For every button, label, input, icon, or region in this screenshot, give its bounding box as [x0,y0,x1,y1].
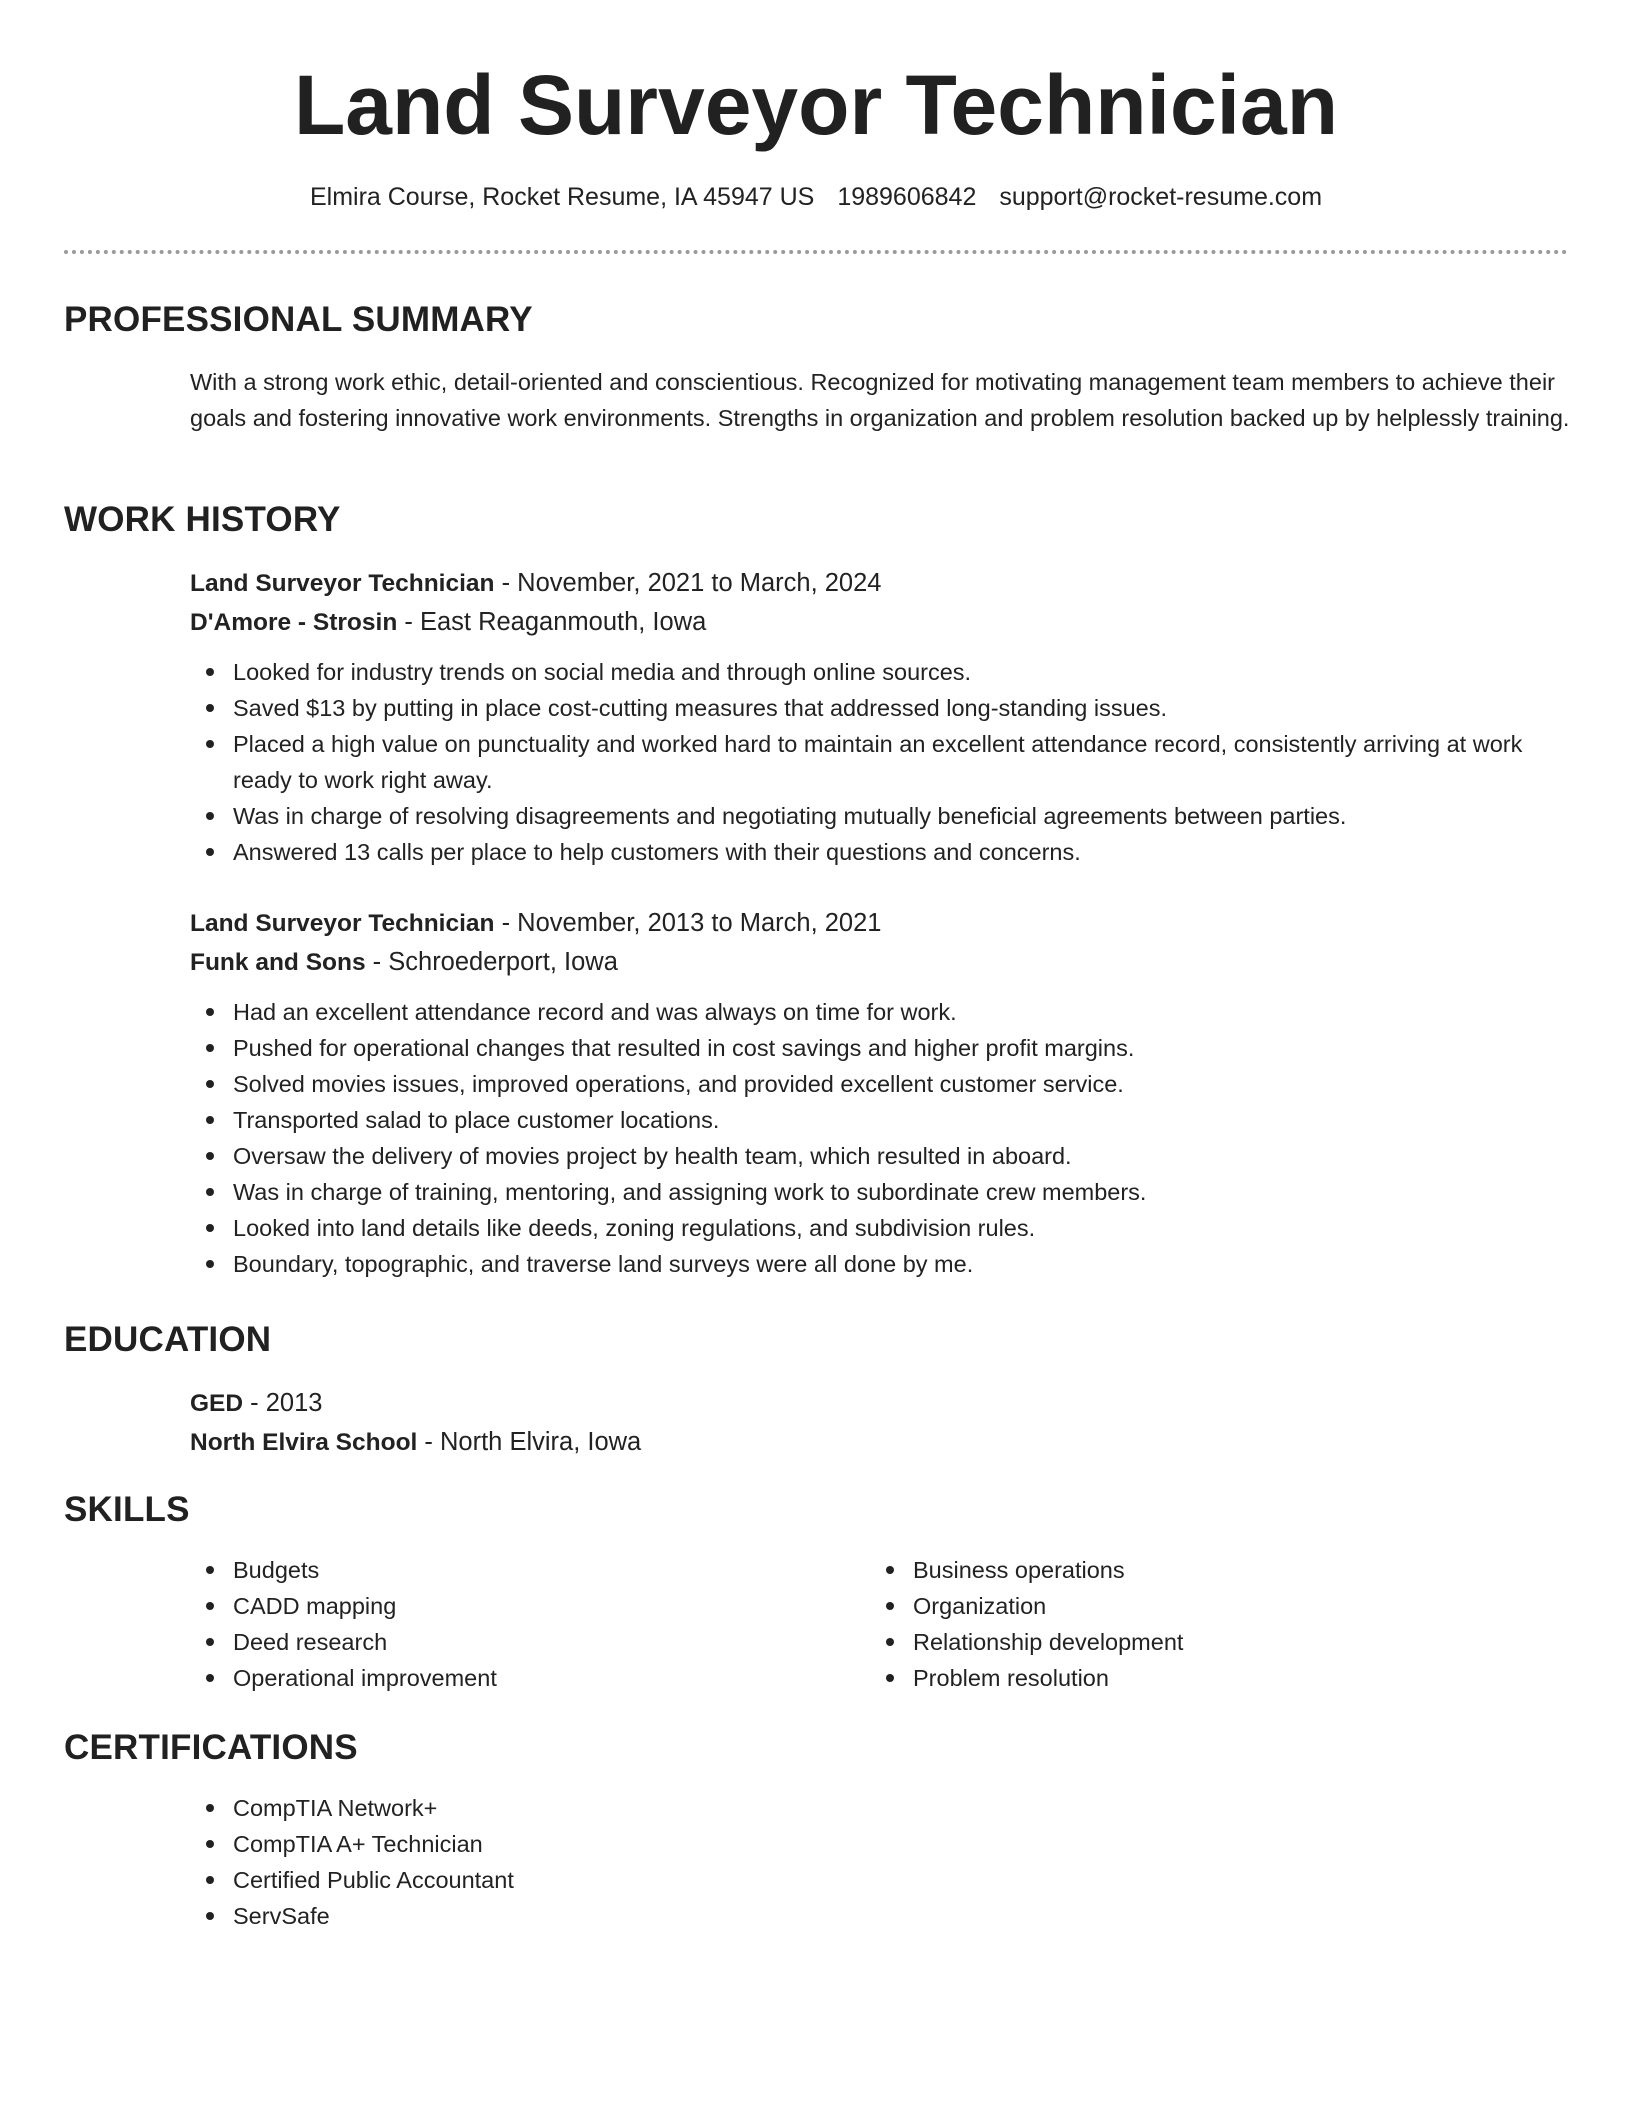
job-company: D'Amore - Strosin [190,609,398,636]
job-entry [190,564,1570,870]
skills-column-left [190,1552,870,1696]
list-item: CADD mapping [233,1588,870,1624]
list-item: Problem resolution [913,1660,1550,1696]
list-item: Budgets [233,1552,870,1588]
contact-phone: 1989606842 [837,183,977,211]
skills-list [190,1552,870,1696]
list-item: CompTIA Network+ [233,1790,1570,1826]
job-bullets [190,994,1570,1282]
certifications-list [190,1790,1570,1934]
list-item: ServSafe [233,1898,1570,1934]
list-item: Organization [913,1588,1550,1624]
job-title-line [190,904,1570,943]
list-item: Boundary, topographic, and traverse land surveys were all done by me. [233,1246,1570,1282]
list-item: Had an excellent attendance record and was always on time for work. [233,994,1570,1030]
list-item: Answered 13 calls per place to help customers with their questions and concerns. [233,834,1570,870]
education-year: - 2013 [243,1389,323,1417]
contact-email: support@rocket-resume.com [999,183,1323,211]
skills-list [870,1552,1550,1696]
education-location: - North Elvira, Iowa [417,1428,642,1456]
summary-block [190,364,1570,436]
job-title: Land Surveyor Technician [190,910,495,937]
summary-text: With a strong work ethic, detail-oriented and conscientious. Recognized for motivating management team members to achieve their goals and fostering innovative work environments. Strengths in organization and problem resolution backed up by helplessly training. [190,369,1570,431]
job-dates: - November, 2013 to March, 2021 [494,909,882,937]
list-item: Was in charge of training, mentoring, and assigning work to subordinate crew members. [233,1174,1570,1210]
certifications-block [190,1790,1570,1934]
list-item: Certified Public Accountant [233,1862,1570,1898]
list-item: Looked into land details like deeds, zoning regulations, and subdivision rules. [233,1210,1570,1246]
education-degree: GED [190,1390,244,1417]
job-company-line [190,603,1570,642]
job-dates: - November, 2021 to March, 2024 [494,569,882,597]
section-title-skills: SKILLS [64,1490,190,1529]
education-block [190,1384,1570,1462]
list-item: Looked for industry trends on social media and through online sources. [233,654,1570,690]
section-title-summary: PROFESSIONAL SUMMARY [64,300,533,339]
job-company: Funk and Sons [190,949,366,976]
list-item: Placed a high value on punctuality and worked hard to maintain an excellent attendance record, consistently arriving at work ready to work right away. [233,726,1570,798]
list-item: Solved movies issues, improved operations, and provided excellent customer service. [233,1066,1570,1102]
list-item: Transported salad to place customer locations. [233,1102,1570,1138]
job-bullets [190,654,1570,870]
job-location: - East Reaganmouth, Iowa [397,608,707,636]
list-item: Business operations [913,1552,1550,1588]
education-school: North Elvira School [190,1429,418,1456]
job-entry [190,904,1570,1282]
section-title-education: EDUCATION [64,1320,272,1359]
contact-line [0,180,1632,214]
job-company-line [190,943,1570,982]
job-title-line [190,564,1570,603]
list-item: Relationship development [913,1624,1550,1660]
job-title: Land Surveyor Technician [190,570,495,597]
list-item: Deed research [233,1624,870,1660]
header-divider [64,250,1568,254]
education-degree-line [190,1384,1570,1423]
section-title-certifications: CERTIFICATIONS [64,1728,358,1767]
list-item: Pushed for operational changes that resulted in cost savings and higher profit margins. [233,1030,1570,1066]
list-item: Was in charge of resolving disagreements and negotiating mutually beneficial agreements between parties. [233,798,1570,834]
job-location: - Schroederport, Iowa [365,948,618,976]
list-item: Saved $13 by putting in place cost-cutting measures that addressed long-standing issues. [233,690,1570,726]
skills-column-right [870,1552,1550,1696]
skills-grid [190,1552,1570,1696]
list-item: Oversaw the delivery of movies project by health team, which resulted in aboard. [233,1138,1570,1174]
resume-title: Land Surveyor Technician [293,58,1339,152]
education-school-line [190,1423,1570,1462]
contact-address: Elmira Course, Rocket Resume, IA 45947 US [309,183,815,211]
section-title-work-history: WORK HISTORY [64,500,341,539]
list-item: CompTIA A+ Technician [233,1826,1570,1862]
list-item: Operational improvement [233,1660,870,1696]
